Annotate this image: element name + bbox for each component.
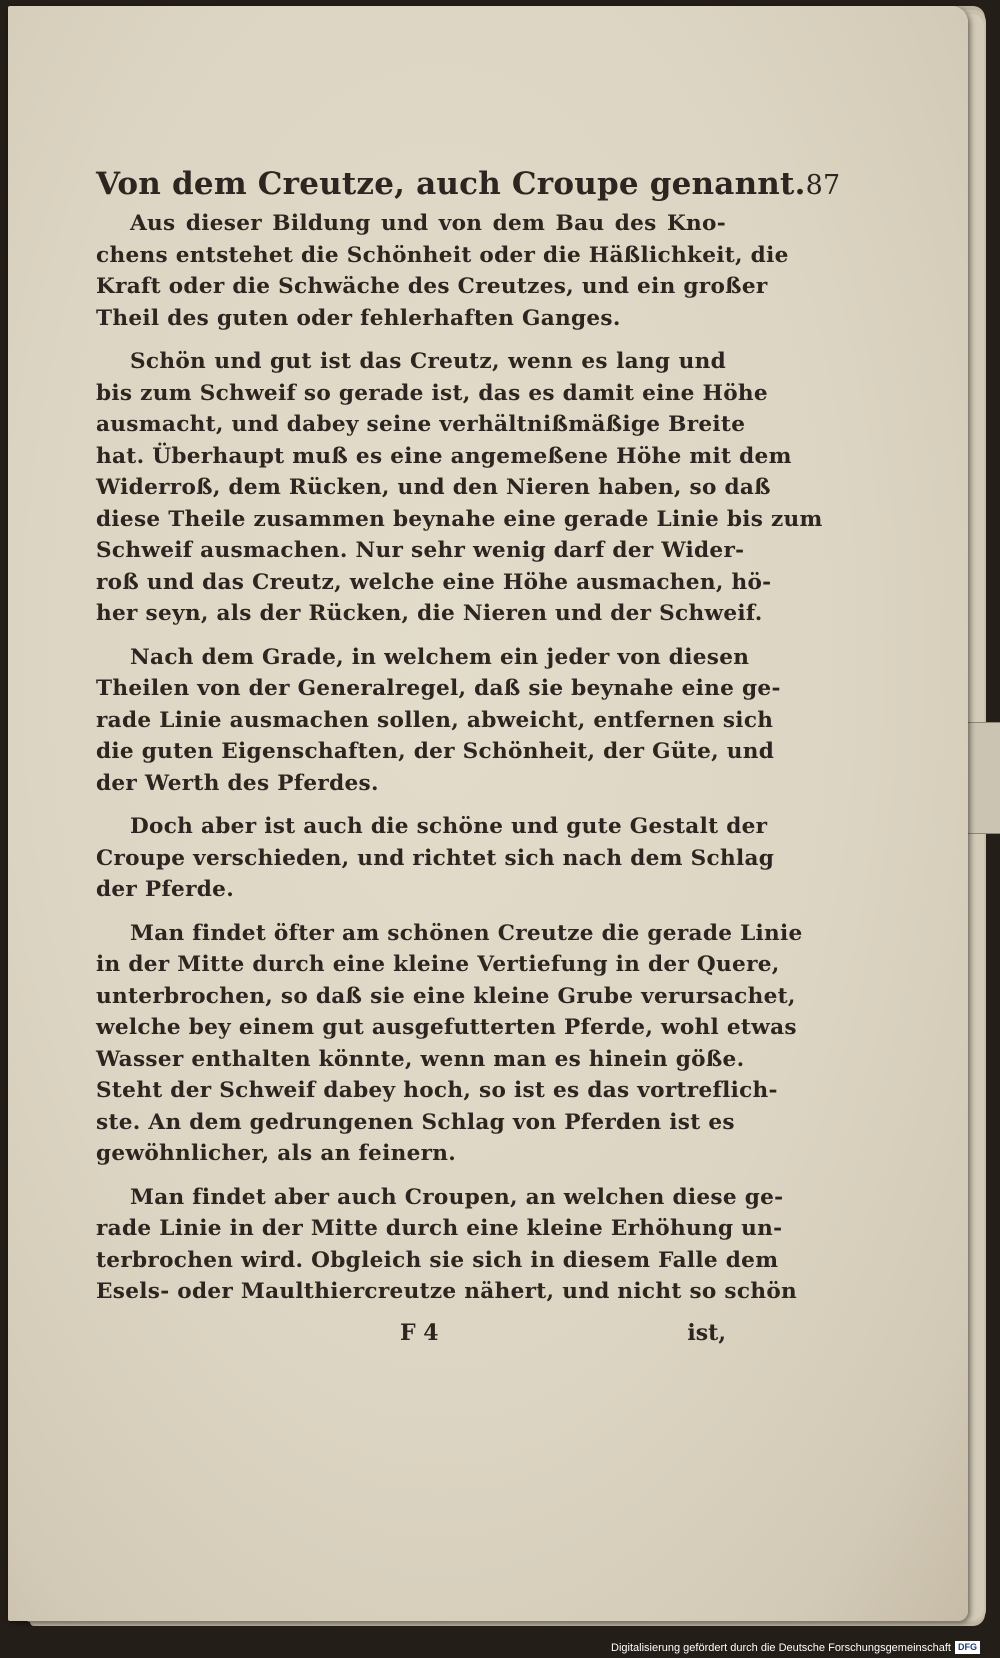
text-line: ste. An dem gedrungenen Schlag von Pferden ist es — [96, 1109, 735, 1135]
text-line: Aus dieser Bildung und von dem Bau des Kno- — [130, 211, 726, 236]
text-line: bis zum Schweif so gerade ist, das es damit eine Höhe — [96, 380, 768, 406]
credit-text: Digitalisierung gefördert durch die Deutsche Forschungsgemeinschaft — [611, 1641, 951, 1654]
text-line: unterbrochen, so daß sie eine kleine Grube verursachet, — [96, 983, 796, 1009]
running-header — [96, 166, 841, 202]
page-number: 87 — [805, 170, 841, 201]
text-line: rade Linie in der Mitte durch eine kleine Erhöhung un- — [96, 1216, 783, 1241]
text-line: Man findet aber auch Croupen, an welchen diese ge- — [130, 1184, 784, 1210]
paragraph — [96, 346, 823, 630]
body-text — [96, 208, 823, 1308]
text-line: hat. Überhaupt muß es eine angemeßene Höhe mit dem — [96, 443, 792, 469]
text-line: terbrochen wird. Obgleich sie sich in diesem Falle dem — [96, 1247, 779, 1273]
catchword: ist, — [687, 1319, 726, 1346]
page-footer — [96, 1320, 726, 1352]
paragraph — [96, 1182, 798, 1308]
text-line: Widerroß, dem Rücken, und den Nieren haben, so daß — [96, 475, 771, 500]
paragraph — [96, 642, 781, 800]
running-title: Von dem Creutze, auch Croupe genannt. — [96, 166, 806, 202]
book-page — [8, 6, 968, 1621]
text-line: Wasser enthalten könnte, wenn man es hinein göße. — [96, 1046, 745, 1072]
text-line: Schön und gut ist das Creutz, wenn es lang und — [130, 349, 726, 374]
text-line: gewöhnlicher, als an feinern. — [96, 1141, 457, 1166]
page-content — [96, 166, 841, 1352]
text-line: chens entstehet die Schönheit oder die Häßlichkeit, die — [96, 242, 789, 268]
text-line: rade Linie ausmachen sollen, abweicht, entfernen sich — [96, 707, 774, 733]
text-line: diese Theile zusammen beynahe eine gerade Linie bis zum — [96, 506, 823, 532]
text-line: in der Mitte durch eine kleine Vertiefung in der Quere, — [96, 952, 780, 977]
text-line: welche bey einem gut ausgefutterten Pferde, wohl etwas — [96, 1015, 797, 1040]
digitization-credit — [611, 1641, 980, 1654]
signature-mark: F 4 — [400, 1319, 439, 1346]
text-line: Nach dem Grade, in welchem ein jeder von diesen — [130, 644, 750, 670]
text-line: Schweif ausmachen. Nur sehr wenig darf der Wider- — [96, 538, 745, 563]
text-line: Kraft oder die Schwäche des Creutzes, und ein großer — [96, 274, 768, 299]
text-line: Steht der Schweif dabey hoch, so ist es das vortreflich- — [96, 1078, 778, 1103]
paragraph — [96, 918, 803, 1170]
dfg-logo: DFG — [955, 1641, 980, 1654]
text-line: ausmacht, und dabey seine verhältnißmäßige Breite — [96, 412, 746, 437]
text-line: her seyn, als der Rücken, die Nieren und der Schweif. — [96, 601, 763, 626]
text-line: der Werth des Pferdes. — [96, 770, 379, 796]
text-line: Croupe verschieden, und richtet sich nach dem Schlag — [96, 845, 775, 871]
text-line: Theil des guten oder fehlerhaften Ganges. — [96, 305, 621, 331]
text-line: roß und das Creutz, welche eine Höhe ausmachen, hö- — [96, 569, 772, 595]
text-line: Esels- oder Maulthiercreutze nähert, und nicht so schön — [96, 1279, 798, 1304]
text-line: der Pferde. — [96, 877, 235, 902]
text-line: Doch aber ist auch die schöne und gute Gestalt der — [130, 814, 768, 839]
text-line: Theilen von der Generalregel, daß sie beynahe eine ge- — [96, 676, 781, 701]
paragraph — [96, 811, 775, 906]
paragraph — [96, 208, 789, 334]
text-line: Man findet öfter am schönen Creutze die gerade Linie — [130, 920, 803, 946]
text-line: die guten Eigenschaften, der Schönheit, der Güte, und — [96, 739, 775, 764]
